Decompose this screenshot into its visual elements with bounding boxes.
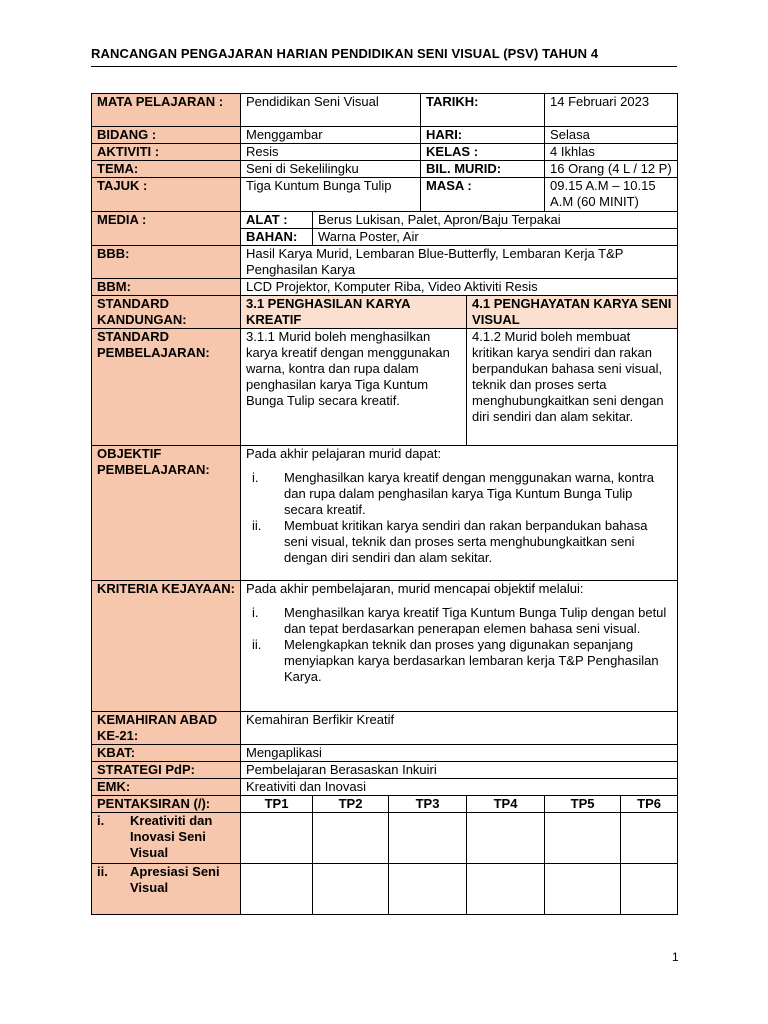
pentaksiran-item-text: Apresiasi Seni Visual bbox=[130, 864, 220, 895]
row-pentaksiran-header bbox=[92, 796, 678, 813]
pentaksiran-item-2 bbox=[92, 864, 241, 915]
kriteria-list bbox=[246, 605, 672, 685]
tp3-cell[interactable] bbox=[389, 813, 467, 864]
kbat-label: KBAT: bbox=[92, 745, 241, 762]
row-objektif bbox=[92, 446, 678, 581]
bahan-value: Warna Poster, Air bbox=[313, 229, 678, 246]
list-item-text: Menghasilkan karya kreatif dengan menggunakan warna, kontra dan rupa dalam penghasilan karya Tiga Kuntum Bunga Tulip secara kreatif. bbox=[284, 470, 655, 517]
tp5-header: TP5 bbox=[545, 796, 621, 813]
mata-pelajaran-value: Pendidikan Seni Visual bbox=[241, 94, 421, 127]
objektif-content bbox=[241, 446, 678, 581]
list-item-number: ii. bbox=[252, 518, 262, 533]
list-item bbox=[252, 605, 672, 637]
tp4-cell[interactable] bbox=[467, 813, 545, 864]
aktiviti-value: Resis bbox=[241, 144, 421, 161]
standard-kandungan-1: 3.1 PENGHASILAN KARYA KREATIF bbox=[241, 296, 467, 329]
tema-label: TEMA: bbox=[92, 161, 241, 178]
kbat-value: Mengaplikasi bbox=[241, 745, 678, 762]
standard-kandungan-2: 4.1 PENGHAYATAN KARYA SENI VISUAL bbox=[467, 296, 678, 329]
row-kbat bbox=[92, 745, 678, 762]
masa-label: MASA : bbox=[421, 178, 545, 212]
alat-value: Berus Lukisan, Palet, Apron/Baju Terpakai bbox=[313, 212, 678, 229]
masa-value: 09.15 A.M – 10.15 A.M (60 MINIT) bbox=[545, 178, 678, 212]
pentaksiran-label: PENTAKSIRAN (/): bbox=[92, 796, 241, 813]
tp6-cell[interactable] bbox=[621, 813, 678, 864]
pentaksiran-item-number: i. bbox=[97, 813, 105, 828]
tajuk-label: TAJUK : bbox=[92, 178, 241, 212]
tp3-cell[interactable] bbox=[389, 864, 467, 915]
bidang-value: Menggambar bbox=[241, 127, 421, 144]
objektif-list bbox=[246, 470, 672, 566]
row-standard-pembelajaran bbox=[92, 329, 678, 446]
tp3-header: TP3 bbox=[389, 796, 467, 813]
tp1-cell[interactable] bbox=[241, 813, 313, 864]
list-item bbox=[252, 637, 672, 685]
hari-value: Selasa bbox=[545, 127, 678, 144]
standard-kandungan-label: STANDARD KANDUNGAN: bbox=[92, 296, 241, 329]
objektif-label: OBJEKTIF PEMBELAJARAN: bbox=[92, 446, 241, 581]
kriteria-label: KRITERIA KEJAYAAN: bbox=[92, 581, 241, 712]
strategi-value: Pembelajaran Berasaskan Inkuiri bbox=[241, 762, 678, 779]
row-tajuk bbox=[92, 178, 678, 212]
lesson-plan-table bbox=[91, 93, 678, 915]
pentaksiran-item-1 bbox=[92, 813, 241, 864]
tp5-cell[interactable] bbox=[545, 864, 621, 915]
row-abad-21 bbox=[92, 712, 678, 745]
tarikh-value: 14 Februari 2023 bbox=[545, 94, 678, 127]
bidang-label: BIDANG : bbox=[92, 127, 241, 144]
pentaksiran-item-text: Kreativiti dan Inovasi Seni Visual bbox=[130, 813, 213, 860]
tarikh-label: TARIKH: bbox=[421, 94, 545, 127]
tp2-cell[interactable] bbox=[313, 813, 389, 864]
kelas-value: 4 Ikhlas bbox=[545, 144, 678, 161]
tajuk-value: Tiga Kuntum Bunga Tulip bbox=[241, 178, 421, 212]
bbb-label: BBB: bbox=[92, 246, 241, 279]
bbm-value: LCD Projektor, Komputer Riba, Video Aktiviti Resis bbox=[241, 279, 678, 296]
bahan-label: BAHAN: bbox=[241, 229, 313, 246]
bbb-value: Hasil Karya Murid, Lembaran Blue-Butterfly, Lembaran Kerja T&P Penghasilan Karya bbox=[241, 246, 678, 279]
tp4-cell[interactable] bbox=[467, 864, 545, 915]
strategi-label: STRATEGI PdP: bbox=[92, 762, 241, 779]
tp1-header: TP1 bbox=[241, 796, 313, 813]
row-strategi bbox=[92, 762, 678, 779]
tp2-cell[interactable] bbox=[313, 864, 389, 915]
bil-murid-value: 16 Orang (4 L / 12 P) bbox=[545, 161, 678, 178]
abad-21-value: Kemahiran Berfikir Kreatif bbox=[241, 712, 678, 745]
objektif-intro: Pada akhir pelajaran murid dapat: bbox=[246, 446, 442, 461]
kriteria-content bbox=[241, 581, 678, 712]
row-emk bbox=[92, 779, 678, 796]
row-aktiviti bbox=[92, 144, 678, 161]
list-item bbox=[252, 470, 672, 518]
row-pentaksiran-apresiasi bbox=[92, 864, 678, 915]
row-media-alat bbox=[92, 212, 678, 229]
emk-value: Kreativiti dan Inovasi bbox=[241, 779, 678, 796]
page-number: 1 bbox=[672, 950, 679, 964]
tp5-cell[interactable] bbox=[545, 813, 621, 864]
list-item-text: Menghasilkan karya kreatif Tiga Kuntum Bunga Tulip dengan betul dan tepat berdasarkan penerapan elemen bahasa seni visual. bbox=[284, 605, 667, 636]
tp2-header: TP2 bbox=[313, 796, 389, 813]
row-kriteria bbox=[92, 581, 678, 712]
aktiviti-label: AKTIVITI : bbox=[92, 144, 241, 161]
standard-pembelajaran-label: STANDARD PEMBELAJARAN: bbox=[92, 329, 241, 446]
list-item-text: Membuat kritikan karya sendiri dan rakan berpandukan bahasa seni visual, teknik dan proses serta menghubungkaitkan seni dengan diri sendiri dan alam sekitar. bbox=[284, 518, 648, 565]
row-tema bbox=[92, 161, 678, 178]
standard-pembelajaran-2: 4.1.2 Murid boleh membuat kritikan karya sendiri dan rakan berpandukan bahasa seni visual, teknik dan proses serta menghubungkaitkan seni dengan diri sendiri dan alam sekitar. bbox=[467, 329, 678, 446]
tp6-cell[interactable] bbox=[621, 864, 678, 915]
list-item bbox=[252, 518, 672, 566]
tp6-header: TP6 bbox=[621, 796, 678, 813]
standard-pembelajaran-1: 3.1.1 Murid boleh menghasilkan karya kreatif dengan menggunakan warna, kontra dan rupa dalam penghasilan karya Tiga Kuntum Bunga Tulip secara kreatif. bbox=[241, 329, 467, 446]
row-mata-pelajaran bbox=[92, 94, 678, 127]
document-header: RANCANGAN PENGAJARAN HARIAN PENDIDIKAN SENI VISUAL (PSV) TAHUN 4 bbox=[91, 46, 677, 67]
row-bbb bbox=[92, 246, 678, 279]
abad-21-label: KEMAHIRAN ABAD KE-21: bbox=[92, 712, 241, 745]
kelas-label: KELAS : bbox=[421, 144, 545, 161]
kriteria-intro: Pada akhir pembelajaran, murid mencapai objektif melalui: bbox=[246, 581, 584, 596]
row-bidang bbox=[92, 127, 678, 144]
list-item-text: Melengkapkan teknik dan proses yang digunakan sepanjang menyiapkan karya berdasarkan lembaran kerja T&P Penghasilan Karya. bbox=[284, 637, 659, 684]
bil-murid-label: BIL. MURID: bbox=[421, 161, 545, 178]
emk-label: EMK: bbox=[92, 779, 241, 796]
tema-value: Seni di Sekelilingku bbox=[241, 161, 421, 178]
bbm-label: BBM: bbox=[92, 279, 241, 296]
row-bbm bbox=[92, 279, 678, 296]
mata-pelajaran-label: MATA PELAJARAN : bbox=[92, 94, 241, 127]
row-pentaksiran-kreativiti bbox=[92, 813, 678, 864]
pentaksiran-item-number: ii. bbox=[97, 864, 108, 879]
row-standard-kandungan bbox=[92, 296, 678, 329]
list-item-number: i. bbox=[252, 470, 259, 485]
hari-label: HARI: bbox=[421, 127, 545, 144]
list-item-number: i. bbox=[252, 605, 259, 620]
tp1-cell[interactable] bbox=[241, 864, 313, 915]
media-label: MEDIA : bbox=[92, 212, 241, 246]
tp4-header: TP4 bbox=[467, 796, 545, 813]
alat-label: ALAT : bbox=[241, 212, 313, 229]
list-item-number: ii. bbox=[252, 637, 262, 652]
